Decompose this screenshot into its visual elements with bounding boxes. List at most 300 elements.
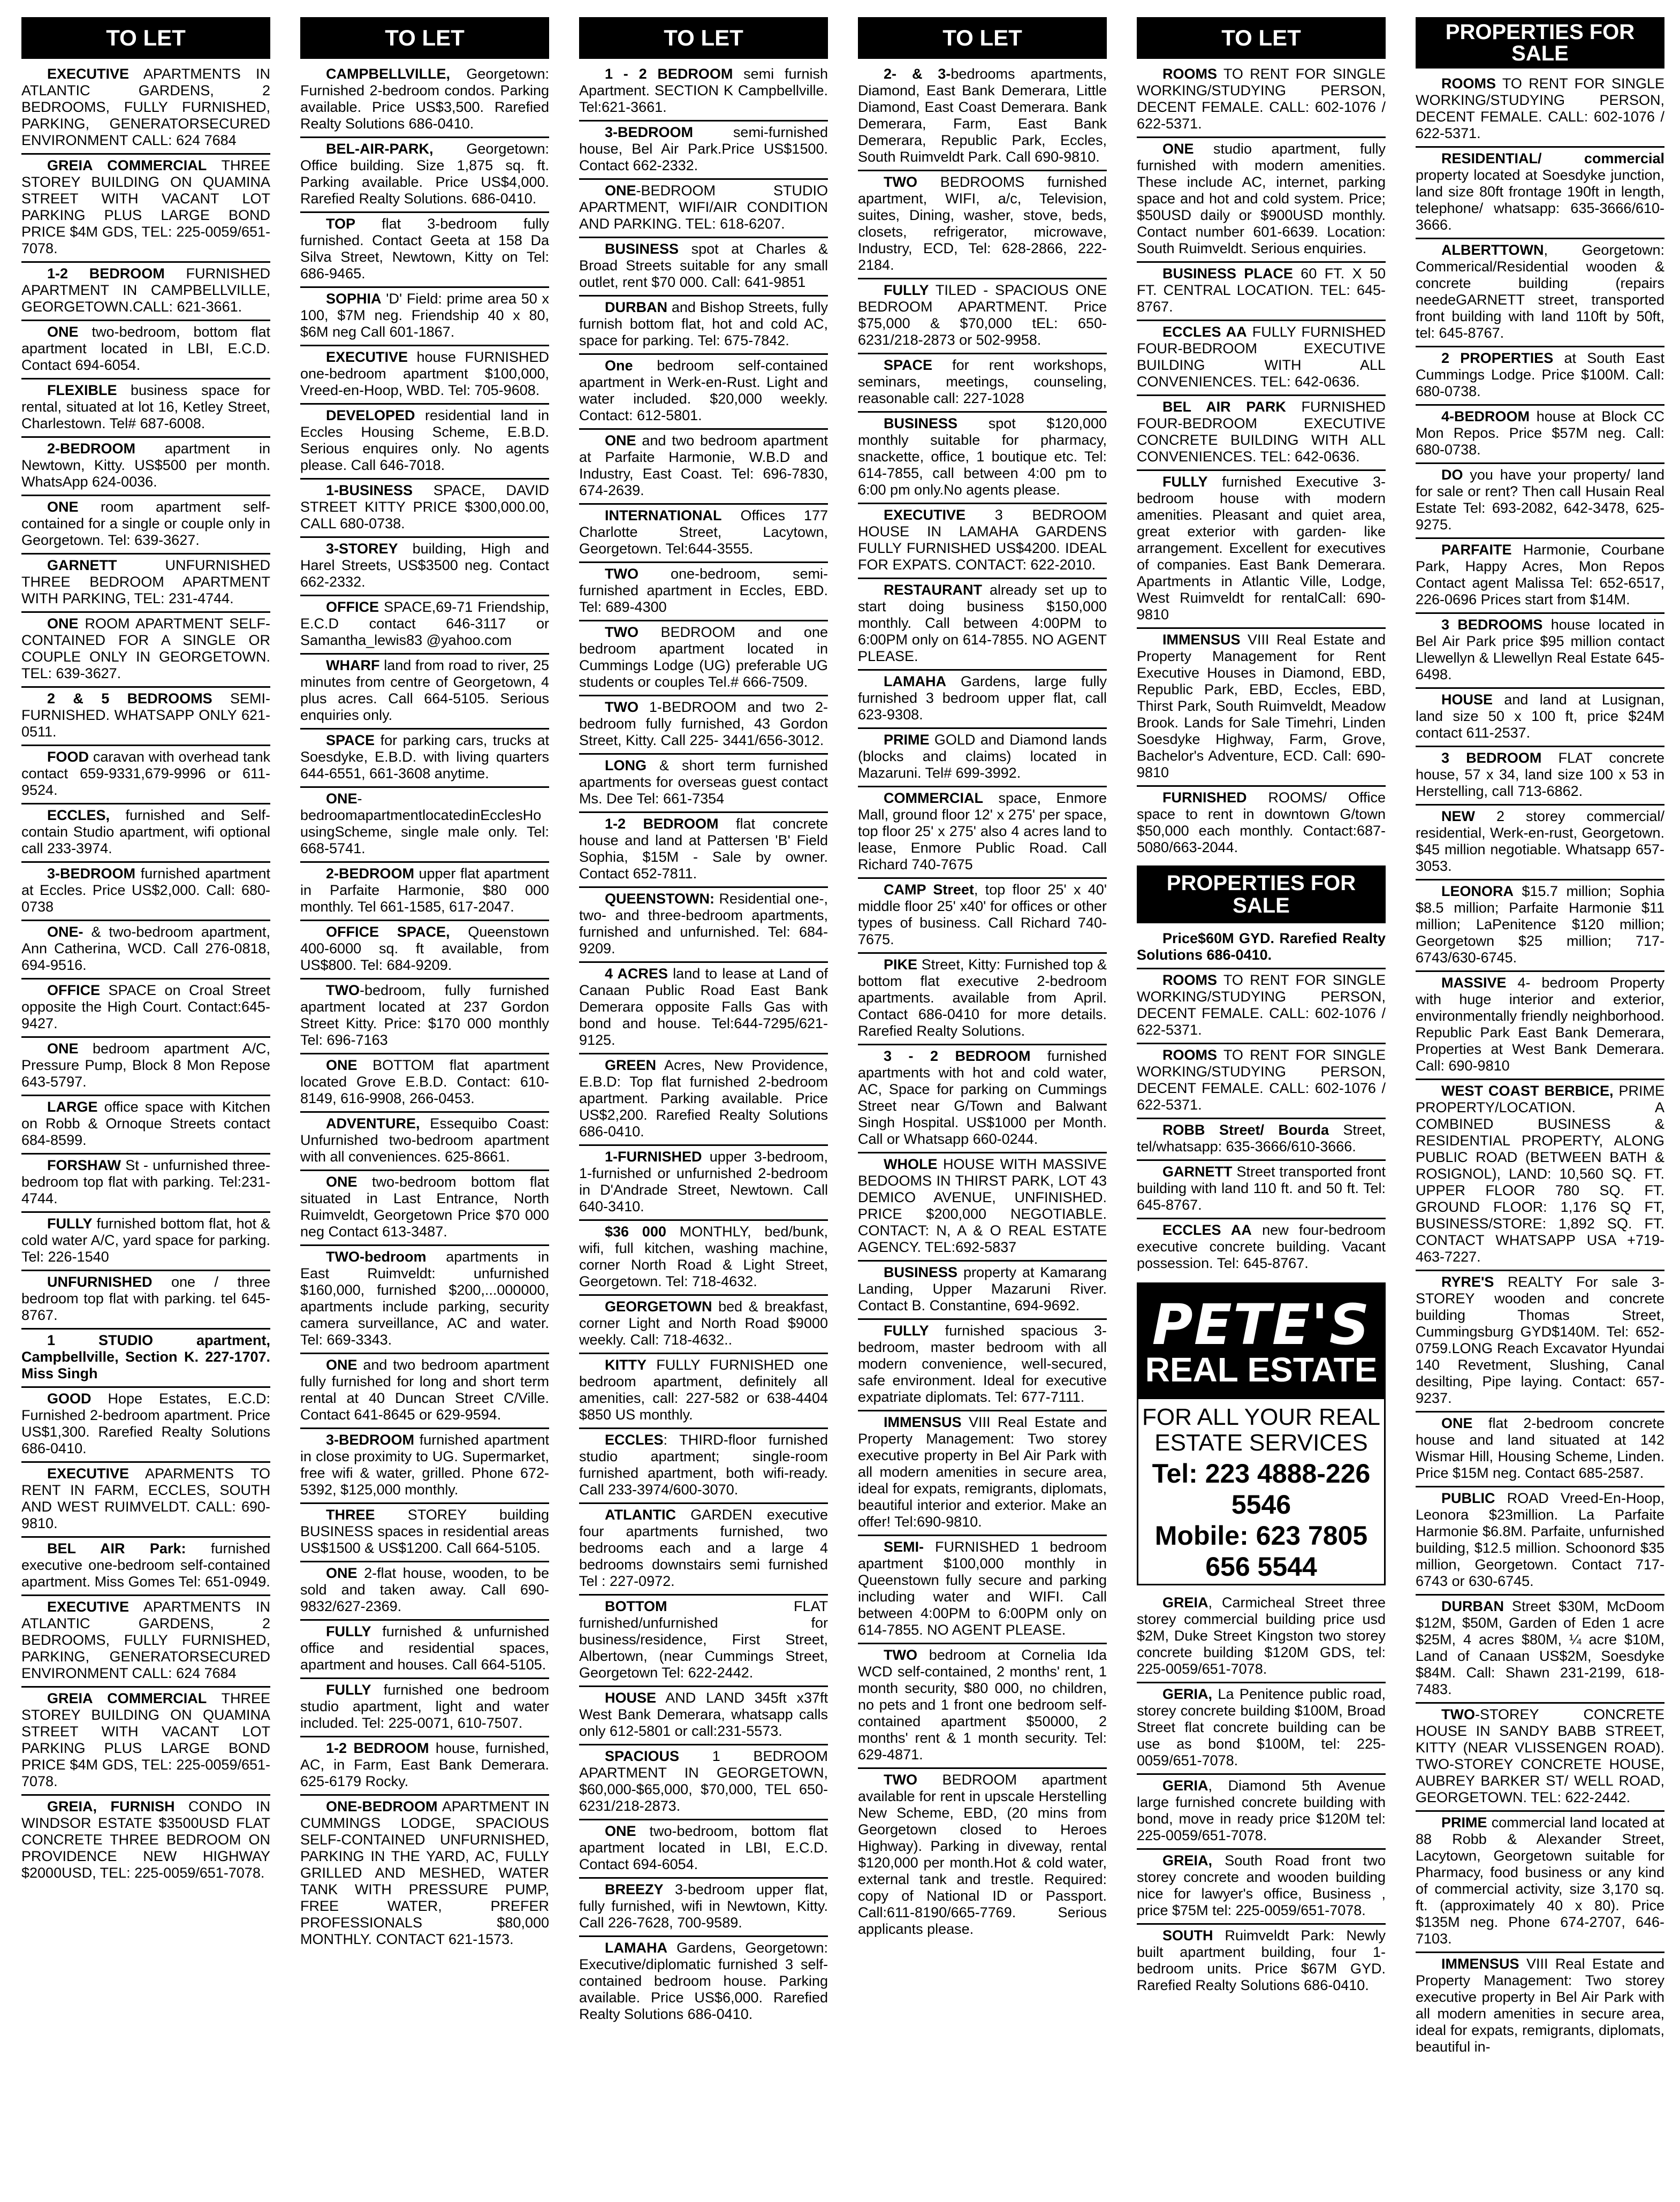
ad-body: building, High and Harel Streets, US$3500 neg. Contact 662-2332. <box>300 541 549 590</box>
ad-lead: TWO <box>605 566 638 582</box>
classified-ad <box>21 321 270 379</box>
ad-body: bed & breakfast, corner Light and North Road $9000 weekly. Call: 718-4632.. <box>579 1299 828 1348</box>
classified-ad <box>300 1171 549 1246</box>
ad-body: Gardens, Georgetown: Executive/diplomatic furnished 3 self-contained bedroom house. Parking available. Price US$6,000. Rarefied Realty Solutions 686-0410. <box>579 1940 828 2022</box>
classified-ad <box>21 1271 270 1330</box>
ad-body: HOUSE WITH MASSIVE BEDOOMS IN THIRST PARK, LOT 43 DEMICO AVENUE, UNFINISHED. PRICE $200,000 NEGOTIABLE. CONTACT: N, A & O REAL ESTATE AGENCY. TEL:692-5837 <box>858 1156 1107 1255</box>
ad-body: Queenstown 400-6000 sq. ft available, from US$800. Tel: 684-9209. <box>300 924 549 973</box>
classified-ad <box>858 1320 1107 1411</box>
ad-body: furnished executive one-bedroom self-contained apartment. Miss Gomes Tel: 651-0949. <box>21 1540 270 1590</box>
classified-ad <box>579 1687 828 1745</box>
classified-ad <box>1137 321 1386 396</box>
classified-ad <box>1416 972 1664 1080</box>
ad-body: residential land in Eccles Housing Scheme, E.B.D. Serious enquires only. No agents please. Call 646-7018. <box>300 407 549 473</box>
ad-lead: 2 PROPERTIES <box>1441 350 1554 366</box>
ad-lead: FORSHAW <box>47 1157 121 1173</box>
ad-lead: FULLY <box>884 282 929 298</box>
ad-lead: ECCLES <box>605 1432 664 1448</box>
classified-ad <box>579 180 828 238</box>
column-6 <box>1416 17 1664 2191</box>
ad-body: business space for rental, situated at lot 16, Ketley Street, Charlestown. Tel# 687-6008. <box>21 382 270 431</box>
ad-body: 2-flat house, wooden, to be sold and taken away. Call 690-9832/627-2369. <box>300 1565 549 1614</box>
classified-ad <box>1416 1812 1664 1953</box>
classified-ad <box>300 213 549 288</box>
ad-body: furnished & unfurnished office and residential spaces, apartment and houses. Call 664-5105. <box>300 1623 549 1673</box>
classified-ad <box>579 355 828 430</box>
classified-ad <box>858 1153 1107 1262</box>
ad-lead: FULLY <box>47 1216 93 1232</box>
ad-body: St - unfurnished three-bedroom top flat with parking. Tel:231-4744. <box>21 1157 270 1206</box>
ad-body: apartment in Newtown, Kitty. US$500 per month. WhatsApp 624-0036. <box>21 441 270 490</box>
ad-body: ROOMS/ Office space to rent in downtown G/town $50,000 each monthly. Contact:687-5080/663-2044. <box>1137 789 1386 855</box>
ad-list <box>300 63 549 1952</box>
ad-lead: FULLY <box>1162 474 1208 490</box>
classified-ad <box>21 496 270 555</box>
ad-body: one-bedroom, semi-furnished apartment in Eccles, EBD. Tel: 689-4300 <box>579 566 828 615</box>
ad-body: -bedroom, fully furnished apartment located at 237 Gordon Street Kitty. Price: $170 000 monthly Tel: 696-7163 <box>300 982 549 1048</box>
classified-ad <box>300 480 549 538</box>
classified-ad <box>300 1737 549 1796</box>
ad-body: Georgetown: Office building. Size 1,875 sq. ft. Parking available. Price US$4,000. Rarefied Realty Solutions. 686-0410. <box>300 141 549 207</box>
classified-ad <box>21 263 270 321</box>
ad-body: SEMI-FURNISHED. WHATSAPP ONLY 621-0511. <box>21 690 270 740</box>
ad-lead: GREEN <box>605 1057 657 1073</box>
classified-ad <box>300 346 549 405</box>
ad-body: flat concrete house and land at Pattersen 'B' Field Sophia, $15M - Sale by owner. Contact 652-7811. <box>579 816 828 882</box>
ad-lead: GREIA, FURNISH <box>47 1798 175 1814</box>
ad-lead: ONE <box>1162 141 1194 157</box>
ad-lead: PARFAITE <box>1441 542 1512 558</box>
ad-lead: QUEENSTOWN: <box>605 891 715 907</box>
classified-ad <box>1137 928 1386 969</box>
classified-ad <box>1416 1953 1664 2060</box>
classified-ad <box>579 621 828 696</box>
classified-ad <box>858 1769 1107 1942</box>
ad-lead: BUSINESS <box>884 1264 958 1280</box>
ad-lead: LARGE <box>47 1099 98 1115</box>
classified-ad <box>1416 1271 1664 1413</box>
classified-ad <box>579 505 828 563</box>
classified-ad <box>858 279 1107 354</box>
ad-lead: SPACE <box>326 732 375 748</box>
classified-ad <box>579 888 828 963</box>
ad-lead: 1-2 BEDROOM <box>326 1740 429 1756</box>
classified-ad <box>21 555 270 613</box>
ad-body: space, Enmore Mall, ground floor 12' x 275' per space, top floor 25' x 275' also 4 acres land to lease, Enmore Public Road. Call Richard 740-7675 <box>858 790 1107 872</box>
ad-body: upper flat apartment in Parfaite Harmonie, $80 000 monthly. Tel 661-1585, 617-2047. <box>300 865 549 915</box>
ad-list <box>1416 73 1664 2060</box>
ad-lead: FOOD <box>47 749 89 765</box>
ad-body: BEDROOM apartment available for rent in upscale Herstelling New Scheme, EBD, (20 mins from Georgetown closed to Heroes Highway). Parking in diveway, rental $120,000 per month.Hot & cold water, external tank and trestle. Required: copy of National ID or Passport. Call:611-8190/665-7769. Serious applicants please. <box>858 1772 1107 1937</box>
classified-ad <box>300 405 549 480</box>
ad-body: THREE STOREY BUILDING ON QUAMINA STREET WITH VACANT LOT PARKING PLUS LARGE BOND PRICE $4M GDS, TEL: 225-0059/651-7078. <box>21 157 270 256</box>
classified-ad <box>21 1155 270 1213</box>
ad-lead: TWO <box>1441 1706 1475 1722</box>
ad-body: 3 BEDROOM HOUSE IN LAMAHA GARDENS FULLY FURNISHED US$4200. IDEAL FOR EXPATS. CONTACT: 622-2010. <box>858 507 1107 573</box>
ad-lead: OFFICE <box>326 599 379 615</box>
classified-ad <box>1137 1119 1386 1161</box>
ad-body: Acres, New Providence, E.B.D: Top flat furnished 2-bedroom apartment. Parking available. Price US$2,200. Rarefied Realty Solutions 686-0410. <box>579 1057 828 1140</box>
classified-ad <box>579 1354 828 1429</box>
ad-lead: 1 - 2 BEDROOM <box>605 66 733 82</box>
ad-body: ROOM APARTMENT SELF-CONTAINED FOR A SINGLE OR COUPLE ONLY IN GEORGETOWN. TEL: 639-3627. <box>21 616 270 681</box>
classified-ad <box>1416 806 1664 880</box>
classified-ad <box>300 730 549 788</box>
ad-list <box>858 63 1107 1942</box>
classified-ad <box>21 63 270 155</box>
classified-ad <box>21 1330 270 1388</box>
ad-lead: EXECUTIVE <box>884 507 966 523</box>
classified-ad <box>300 655 549 730</box>
ad-body: Street transported front building with land 110 ft. and 50 ft. Tel: 645-8767. <box>1137 1164 1386 1213</box>
classified-ad <box>858 354 1107 413</box>
ad-lead: ATLANTIC <box>605 1507 676 1523</box>
ad-body: new four-bedroom executive concrete building. Vacant possession. Tel: 645-8767. <box>1137 1222 1386 1271</box>
classified-ad <box>1137 1592 1386 1683</box>
ad-lead: ONE <box>605 183 636 199</box>
classified-ad <box>858 671 1107 729</box>
classified-ad <box>300 596 549 655</box>
ad-lead: GARNETT <box>1162 1164 1233 1180</box>
ad-lead: ROBB Street/ Bourda <box>1162 1122 1329 1138</box>
ad-lead: MASSIVE <box>1441 975 1507 991</box>
ad-body: bedroom self-contained apartment in Werk-en-Rust. Light and water included. $20,000 weekly. Contact: 612-5801. <box>579 358 828 423</box>
classified-ad <box>1137 1775 1386 1850</box>
ad-lead: BEL AIR Park: <box>47 1540 186 1556</box>
classified-ad <box>579 1596 828 1687</box>
ad-body: furnished bottom flat, hot & cold water A/C, yard space for parking. Tel: 226-1540 <box>21 1216 270 1265</box>
ad-body: at South East Cummings Lodge. Price $100M. Call: 680-0738. <box>1416 350 1664 399</box>
ad-body: SPACE, DAVID STREET KITTY PRICE $300,000.00, CALL 680-0738. <box>300 482 549 531</box>
classified-ad <box>1137 787 1386 860</box>
classified-ad <box>300 538 549 596</box>
classified-ad <box>1137 1219 1386 1276</box>
ad-lead: ONE <box>605 1823 636 1839</box>
ad-body: AND LAND 345ft x37ft West Bank Demerara, whatsapp calls only 612-5801 or call:231-5573. <box>579 1690 828 1739</box>
classified-ad <box>1137 263 1386 321</box>
ad-body: TO RENT FOR SINGLE WORKING/STUDYING PERSON, DECENT FEMALE. CALL: 602-1076 / 622-5371. <box>1416 75 1664 141</box>
ad-body: bedrooms apartments, Diamond, East Bank Demerara, Little Diamond, East Coast Demerara. Bank Demerara, Farm, East Bank Demerara, Republic Park, Eccles, South Ruimveldt Park. Call 690-9810. <box>858 66 1107 165</box>
classified-ad <box>858 729 1107 787</box>
ad-body: and two bedroom apartment fully furnished for long and short term rental at 40 Duncan Street C/Ville. Contact 641-8645 or 629-9594. <box>300 1357 549 1423</box>
ad-body: & two-bedroom apartment, Ann Catherina, WCD. Call 276-0818, 694-9516. <box>21 924 270 973</box>
ad-lead: WHOLE <box>884 1156 938 1172</box>
classified-ad <box>579 1429 828 1504</box>
ad-body: -bedroomapartmentlocatedinEcclesHousingScheme, single male only. Tel: 668-5741. <box>300 791 549 856</box>
ad-body: FLAT concrete house, 57 x 34, land size 100 x 53 in Herstelling, call 713-6862. <box>1416 750 1664 799</box>
classified-ad <box>1416 1487 1664 1596</box>
classified-ad <box>21 438 270 496</box>
ad-lead: GREIA, <box>1162 1852 1213 1869</box>
ad-body: APARTMENTS IN ATLANTIC GARDENS, 2 BEDROOMS, FULLY FURNISHED, PARKING, GENERATORSECURED ENVIRONMENT CALL: 624 7684 <box>21 1599 270 1681</box>
classified-ad <box>579 430 828 505</box>
ad-lead: GREIA COMMERCIAL <box>47 1690 207 1706</box>
petes-logo <box>1138 1284 1384 1399</box>
ad-body: Ruimveldt Park: Newly built apartment building, four 1-bedroom units. Price $67M GYD. Rarefied Realty Solutions 686-0410. <box>1137 1927 1386 1993</box>
ad-lead: PRIME <box>884 732 930 748</box>
ad-body: & short term furnished apartments for overseas guest contact Ms. Dee Tel: 661-7354 <box>579 757 828 807</box>
ad-body: Street $30M, McDoom $12M, $50M, Garden of Eden 1 acre $25M, 4 acres $80M, ¼ acre $10M, Land of Canaan US$2M, Soesdyke $84M. Call: Shawn 231-2199, 618-7483. <box>1416 1598 1664 1697</box>
ad-lead: 3 BEDROOMS <box>1441 617 1543 633</box>
classified-ad <box>579 63 828 122</box>
ad-lead: TWO <box>884 174 917 190</box>
ad-lead: 1-2 BEDROOM <box>605 816 719 832</box>
ad-lead: SOPHIA <box>326 291 382 307</box>
classified-ad <box>1416 73 1664 148</box>
ad-lead: BEL AIR PARK <box>1162 399 1286 415</box>
ad-lead: SEMI- <box>884 1539 924 1555</box>
ad-lead: HOUSE <box>1441 692 1493 708</box>
ad-body: GARDEN executive four apartments furnished, two bedrooms each and a large 4 bedrooms downstairs semi furnished Tel : 227-0972. <box>579 1507 828 1589</box>
classified-ad <box>579 1937 828 2027</box>
ad-lead: ONE <box>1441 1415 1473 1431</box>
ad-body: GOLD and Diamond lands (blocks and claims) located in Mazaruni. Tel# 699-3992. <box>858 732 1107 781</box>
ad-body: -BEDROOM STUDIO APARTMENT, WIFI/AIR CONDITION AND PARKING. TEL: 618-6207. <box>579 183 828 232</box>
classified-ad <box>1416 1704 1664 1812</box>
classified-ad <box>1416 689 1664 747</box>
ad-body: FLAT furnished/unfurnished for business/residence, First Street, Albertown, (near Cummings Street, Georgetown Tel: 622-2442. <box>579 1598 828 1681</box>
ad-body: land from road to river, 25 minutes from centre of Georgetown, 4 plus acres. Call 664-5105. Serious enquiries only. <box>300 657 549 723</box>
ad-body: TILED - SPACIOUS ONE BEDROOM APARTMENT. Price $75,000 & $70,000 tEL: 650-6231/218-2873 or 502-9958. <box>858 282 1107 348</box>
classified-ad <box>579 1504 828 1596</box>
ad-lead: ONE <box>326 1174 358 1190</box>
classified-ad <box>1416 614 1664 689</box>
ad-body: commercial land located at 88 Robb & Alexander Street, Lacytown, Georgetown suitable for Pharmacy, food business or any kind of commercial activity, size 3,170 sq. ft. (approximately 40 x 80). Price $135M neg. Phone 674-2707, 646-7103. <box>1416 1814 1664 1947</box>
ad-body: STOREY building BUSINESS spaces in residential areas US$1500 & US$1200. Call 664-5105. <box>300 1507 549 1556</box>
ad-lead: 1 STUDIO apartment, Campbellville, Section K. 227-1707. Miss Singh <box>21 1332 270 1381</box>
ad-lead: ECCLES, <box>47 807 110 823</box>
promo-telephone: Tel: 223 4888-226 5546 <box>1152 1459 1371 1520</box>
ad-lead: GREIA COMMERCIAL <box>47 157 207 173</box>
petes-real-estate-ad <box>1137 1282 1386 1585</box>
ad-lead: GERIA, <box>1162 1686 1213 1702</box>
ad-body: upper 3-bedroom, 1-furnished or unfurnished 2-bedroom in D'Andrade Street, Newtown. Call 640-3410. <box>579 1149 828 1214</box>
ad-lead: DO <box>1441 467 1463 483</box>
classified-ad <box>300 1054 549 1113</box>
ad-lead: SPACE <box>884 357 933 373</box>
ad-lead: TWO <box>326 982 360 998</box>
ad-lead: ROOMS <box>1162 972 1218 988</box>
ad-lead: 3-BEDROOM <box>47 865 136 882</box>
classified-ad <box>300 1113 549 1171</box>
classified-ad <box>858 1045 1107 1153</box>
classified-ad <box>579 1221 828 1296</box>
ad-body: apartments in East Ruimveldt: unfurnished $160,000, furnished $200,...000000, apartments include parking, security camera surveillance, AC and water. Tel: 669-3343. <box>300 1249 549 1348</box>
ad-body: APARMENTS TO RENT IN FARM, ECCLES, SOUTH AND WEST RUIMVELDT. CALL: 690-9810. <box>21 1466 270 1531</box>
ad-lead: FURNISHED <box>1162 789 1247 806</box>
ad-body: PRIME PROPERTY/LOCATION. A COMBINED BUSINESS & RESIDENTIAL PROPERTY, ALONG PUBLIC ROAD (BETWEEN BATH & ROSIGNOL), LAND: 10,560 SQ. FT. UPPER FLOOR 780 SQ. FT. GROUND FLOOR: 1,176 SQ FT, BUSINESS/STORE: 1,892 SQ. FT. CONTACT WHATSAPP USA +719-463-7227. <box>1416 1083 1664 1265</box>
ad-lead: TWO <box>605 699 638 715</box>
ad-body: FULLY FURNISHED one bedroom apartment, definitely all amenities, call: 227-582 or 638-4404 $850 US monthly. <box>579 1357 828 1423</box>
ad-lead: BOTTOM <box>605 1598 667 1614</box>
ad-lead: EXECUTIVE <box>47 1466 130 1482</box>
ad-lead: GREIA <box>1162 1594 1208 1611</box>
classified-ad <box>300 863 549 921</box>
ad-lead: SOUTH <box>1162 1927 1213 1943</box>
classified-ad <box>21 1038 270 1096</box>
classified-ad <box>300 1562 549 1621</box>
ad-body: and two bedroom apartment at Parfaite Harmonie, W.B.D and Industry, East Coast. Tel: 696-7830, 674-2639. <box>579 432 828 498</box>
ad-body: FULLY FURNISHED FOUR-BEDROOM EXECUTIVE BUILDING WITH ALL CONVENIENCES. TEL: 642-0636. <box>1137 324 1386 390</box>
ad-lead: EXECUTIVE <box>47 66 130 82</box>
ad-body: spot $120,000 monthly suitable for pharmacy, snackette, office, 1 boutique etc. Tel: 614-7855, call between 4:00 pm to 6:00 pm only.No agents please. <box>858 415 1107 498</box>
ad-body: MONTHLY, bed/bunk, wifi, full kitchen, washing machine, corner North Road & Light Street, Georgetown. Tel: 718-4632. <box>579 1224 828 1289</box>
classified-ad <box>858 1411 1107 1536</box>
classified-ad <box>300 1504 549 1562</box>
ad-body: furnished one bedroom studio apartment, light and water included. Tel: 225-0071, 610-7507. <box>300 1682 549 1731</box>
ad-lead: ECCLES AA <box>1162 1222 1252 1238</box>
ad-body: BEDROOM and one bedroom apartment located in Cummings Lodge (UG) preferable UG students or couples Tel.# 666-7509. <box>579 624 828 690</box>
column-heading: TO LET <box>858 17 1107 59</box>
ad-lead: EXECUTIVE <box>326 349 408 365</box>
ad-lead: IMMENSUS <box>1441 1956 1519 1972</box>
ad-body: furnished Executive 3-bedroom house with modern amenities. Pleasant and quiet area, great exterior with garden- like arrangement. Excellent for executives of companies. East Bank Demerara. Apartments in Atlantic Ville, Lodge, West Ruimveldt for rentalCall: 690-9810 <box>1137 474 1386 622</box>
ad-lead: OFFICE SPACE, <box>326 924 450 940</box>
ad-body: La Penitence public road, storey concrete building $100M, Broad Street flat concrete building can be use as bond $100M, tel: 225-0059/651-7078. <box>1137 1686 1386 1768</box>
ad-body: land to lease at Land of Canaan Public Road East Bank Demerara opposite Falls Gas with bond and house. Tel:644-7295/621-9125. <box>579 966 828 1048</box>
classified-ad <box>21 1213 270 1271</box>
classifieds-page <box>21 17 1664 2191</box>
ad-lead: ONE <box>326 1057 358 1073</box>
classified-ad <box>300 921 549 979</box>
ad-body: APARTMENT IN CUMMINGS LODGE, SPACIOUS SELF-CONTAINED UNFURNISHED, PARKING IN THE YARD, AC, FULLY GRILLED AND MESHED, WATER TANK WITH PRESSURE PUMP, FREE WATER, PREFER PROFESSIONALS $80,000 MONTHLY. CONTACT 621-1573. <box>300 1798 549 1947</box>
classified-ad <box>579 696 828 755</box>
classified-ad <box>21 1538 270 1596</box>
ad-lead: ONE <box>326 791 358 807</box>
classified-ad <box>1137 1044 1386 1119</box>
ad-lead: ONE <box>326 1357 358 1373</box>
ad-body: two-bedroom, bottom flat apartment located in LBI, E.C.D. Contact 694-6054. <box>21 324 270 373</box>
ad-body: house located in Bel Air Park price $95 million contact Llewellyn & Llewellyn Real Estate 645-6498. <box>1416 617 1664 682</box>
ad-body: Residential one-, two- and three-bedroom apartments, furnished and unfurnished. Tel: 684-9209. <box>579 891 828 956</box>
ad-lead: EXECUTIVE <box>47 1599 130 1615</box>
column-heading: TO LET <box>21 17 270 59</box>
ad-lead: BREEZY <box>605 1881 664 1897</box>
ad-body: spot at Charles & Broad Streets suitable for any small outlet, rent $70 000. Call: 641-9851 <box>579 241 828 290</box>
ad-body: two-bedroom bottom flat situated in Last Entrance, North Ruimveldt, Georgetown Price $70 000 neg Contact 613-3487. <box>300 1174 549 1240</box>
ad-body: 1-BEDROOM and two 2-bedroom fully furnished, 43 Gordon Street, Kitty. Call 225- 3441/656-3012. <box>579 699 828 748</box>
classified-ad <box>579 1820 828 1879</box>
ad-body: and Bishop Streets, fully furnish bottom flat, hot and cold AC, space for parking. Tel: 675-7842. <box>579 299 828 348</box>
classified-ad <box>858 579 1107 671</box>
ad-body: for parking cars, trucks at Soesdyke, E.B.D. with living quarters 644-6551, 661-3608 anytime. <box>300 732 549 781</box>
ad-body: TO RENT FOR SINGLE WORKING/STUDYING PERSON, DECENT FEMALE. CALL: 602-1076 / 622-5371. <box>1137 66 1386 132</box>
ad-lead: TOP <box>326 216 356 232</box>
ad-body: furnished spacious 3-bedroom, master bedroom with all modern convenience, well-secured, safe environment. Ideal for executive expatriate diplomats. Tel: 677-7111. <box>858 1323 1107 1405</box>
classified-ad <box>858 954 1107 1045</box>
ad-body: 'D' Field: prime area 50 x 100, $7M neg. Friendship 40 x 80, $6M neg Call 601-1867. <box>300 291 549 340</box>
column-3 <box>579 17 828 2191</box>
ad-lead: FULLY <box>326 1623 371 1639</box>
ad-lead: WHARF <box>326 657 380 673</box>
ad-lead: IMMENSUS <box>1162 632 1241 648</box>
classified-ad <box>1137 471 1386 629</box>
ad-lead: ONE <box>47 616 79 632</box>
ad-body: VIII Real Estate and Property Management: Two storey executive property in Bel Air Park with all modern amenities in secure area, ideal for expats, remigrants, diplomats, beautiful in- <box>1416 1956 1664 2055</box>
classified-ad <box>1416 347 1664 406</box>
ad-body: Harmonie, Courbane Park, Happy Acres, Mon Repos Contact agent Malissa Tel: 652-6517, 226-0696 Prices start from $14M. <box>1416 542 1664 608</box>
ad-lead: FLEXIBLE <box>47 382 117 398</box>
ad-lead: GARNETT <box>47 557 117 573</box>
ad-lead: LEONORA <box>1441 883 1514 899</box>
classified-ad <box>1137 1850 1386 1925</box>
classified-ad <box>1416 539 1664 614</box>
ad-body: furnished apartment at Eccles. Price US$2,000. Call: 680-0738 <box>21 865 270 915</box>
classified-ad <box>579 563 828 621</box>
ad-lead: 2- & 3- <box>884 66 951 82</box>
classified-ad <box>1137 1925 1386 1998</box>
ad-list <box>21 63 270 1886</box>
ad-body: room apartment self-contained for a single or couple only in Georgetown. Tel: 639-3627. <box>21 499 270 548</box>
ad-lead: CAMP Street <box>884 882 974 898</box>
classified-ad <box>21 863 270 921</box>
classified-ad <box>1416 880 1664 972</box>
classified-ad <box>21 155 270 263</box>
classified-ad <box>858 1644 1107 1769</box>
logo-subtitle: REAL ESTATE <box>1145 1350 1378 1389</box>
classified-ad <box>579 813 828 888</box>
ad-lead: ONE <box>47 499 79 515</box>
ad-body: $15.7 million; Sophia $8.5 million; Parfaite Harmonie $11 million; LaPenitence $120 million; Georgetown $25 million; 717-6743/630-6745. <box>1416 883 1664 966</box>
classified-ad <box>300 1246 549 1354</box>
ad-body: THREE STOREY BUILDING ON QUAMINA STREET WITH VACANT LOT PARKING PLUS LARGE BOND PRICE $4M GDS, TEL: 225-0059/651-7078. <box>21 1690 270 1789</box>
ad-lead: UNFURNISHED <box>47 1274 153 1290</box>
ad-list <box>1137 928 1386 1276</box>
ad-body: caravan with overhead tank contact 659-9331,679-9996 or 611-9524. <box>21 749 270 798</box>
ad-lead: TWO-bedroom <box>326 1249 427 1265</box>
column-heading: PROPERTIES FOR SALE <box>1416 17 1664 69</box>
classified-ad <box>1416 148 1664 239</box>
ad-lead: 1-FURNISHED <box>605 1149 702 1165</box>
ad-lead: FULLY <box>884 1323 929 1339</box>
ad-lead: 3-STOREY <box>326 541 398 557</box>
column-1 <box>21 17 270 2191</box>
classified-ad <box>579 238 828 297</box>
ad-lead: 2 & 5 BEDROOMS <box>47 690 212 707</box>
classified-ad <box>1416 406 1664 464</box>
ad-body: studio apartment, fully furnished with modern amenities. These include AC, internet, parking space and hot and cold system. Price; $50USD daily or $900USD monthly. Contact number 601-6639. Location: South Ruimveldt. Serious enquiries. <box>1137 141 1386 256</box>
ad-lead: BUSINESS <box>605 241 679 257</box>
classified-ad <box>21 613 270 688</box>
classified-ad <box>1137 138 1386 263</box>
ad-lead: 3-BEDROOM <box>605 124 694 140</box>
ad-lead: TWO <box>884 1647 917 1663</box>
promo-mobile: Mobile: 623 7805 656 5544 <box>1154 1521 1368 1582</box>
ad-lead: LONG <box>605 757 647 773</box>
ad-lead: ONE <box>47 324 79 340</box>
ad-body: TO RENT FOR SINGLE WORKING/STUDYING PERSON, DECENT FEMALE. CALL: 602-1076 / 622-5371. <box>1137 972 1386 1038</box>
ad-lead: BUSINESS <box>884 415 958 431</box>
ad-body: property at Kamarang Landing, Upper Mazaruni River. Contact B. Constantine, 694-9692. <box>858 1264 1107 1313</box>
ad-body: , Georgetown: Commerical/Residential wooden & concrete building (repairs needeGARNETT street, transported front building with land 110ft by 50ft, tel: 645-8767. <box>1416 242 1664 341</box>
classified-ad <box>300 1679 549 1737</box>
section-heading: PROPERTIES FOR SALE <box>1137 865 1386 923</box>
ad-lead: ONE <box>605 432 636 449</box>
ad-body: South Road front two storey concrete and wooden building nice for lawyer's office, Business , price $75M tel: 225-0059/651-7078. <box>1137 1852 1386 1918</box>
ad-lead: SPACIOUS <box>605 1748 680 1764</box>
ad-lead: IMMENSUS <box>884 1414 962 1430</box>
logo-name: PETE'S <box>1152 1292 1371 1357</box>
ad-lead: 3 BEDROOM <box>1441 750 1542 766</box>
classified-ad <box>579 1745 828 1820</box>
ad-body: Hope Estates, E.C.D: Furnished 2-bedroom apartment. Price US$1,300. Rarefied Realty Solutions 686-0410. <box>21 1391 270 1456</box>
classified-ad <box>21 1388 270 1463</box>
classified-ad <box>1416 1080 1664 1271</box>
ad-lead: CAMPBELLVILLE, <box>326 66 450 82</box>
classified-ad <box>579 963 828 1054</box>
classified-ad <box>21 688 270 746</box>
ad-body: for rent workshops, seminars, meetings, counseling, reasonable call: 227-1028 <box>858 357 1107 406</box>
